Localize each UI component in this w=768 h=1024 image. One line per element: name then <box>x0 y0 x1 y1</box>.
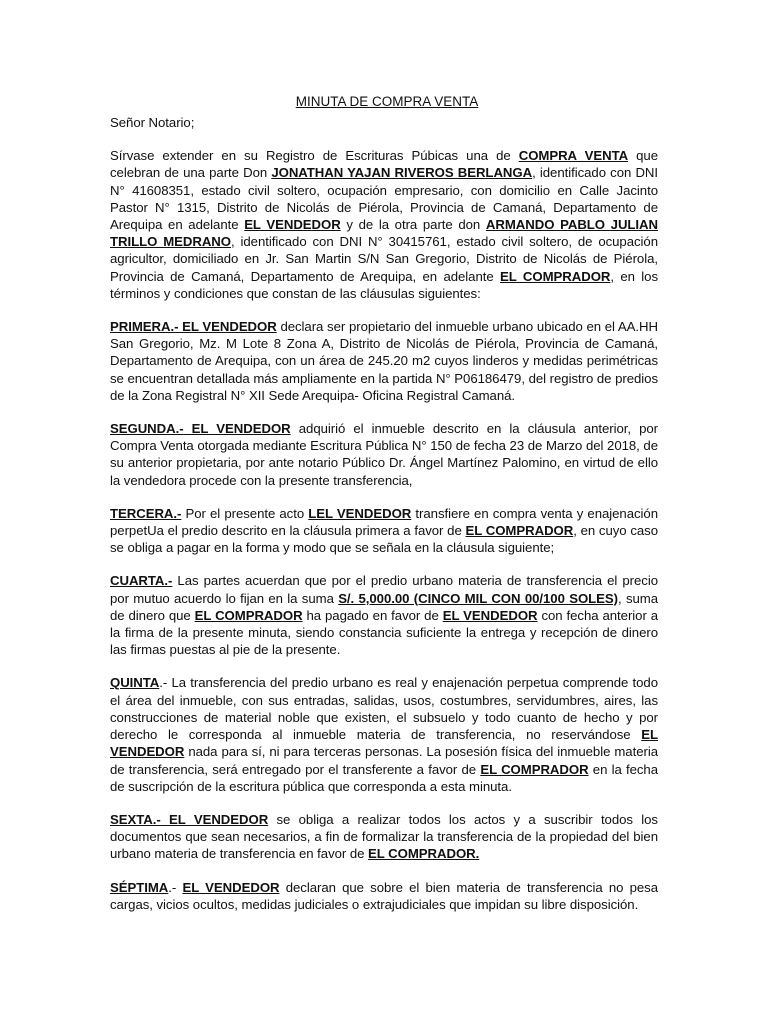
clause-quinta <box>110 674 658 794</box>
clause-sexta-seller: EL VENDEDOR <box>160 811 269 827</box>
clause-tercera-label: TERCERA.- <box>110 505 182 521</box>
intro-paragraph <box>110 147 658 302</box>
clause-cuarta-text-2: , suma de dinero que <box>110 590 658 623</box>
clause-primera-label: PRIMERA.- <box>110 319 179 335</box>
clause-septima-seller: EL VENDEDOR <box>182 879 280 895</box>
clause-sexta-text: se obliga a realizar todos los actos y a suscribir todos los documentos que sean necesarios, a fin de formalizar la transferencia de la propiedad del bien urbano materia de transferencia en favor de <box>110 811 658 862</box>
clause-quinta-buyer: EL COMPRADOR <box>480 761 589 777</box>
clause-septima-label: SÉPTIMA <box>110 879 169 895</box>
clause-segunda <box>110 420 658 489</box>
clause-septima-text-2: declaran que sobre el bien materia de transferencia no pesa cargas, vicios ocultos, medidas judiciales o extrajudiciales que impidan su libre disposición. <box>110 879 658 912</box>
clause-primera <box>110 318 658 404</box>
seller-name: JONATHAN YAJAN RIVEROS BERLANGA <box>271 165 533 181</box>
clause-segunda-text: adquirió el inmueble descrito en la cláusula anterior, por Compra Venta otorgada mediante Escritura Pública N° 150 de fecha 23 de Marzo del 2018, de su anterior propietaria, por ante notario Público Dr. Ángel Martínez Palomino, en virtud de ello la vendedora procede con la presente transferencia, <box>110 421 658 488</box>
clause-tercera-buyer: EL COMPRADOR <box>465 523 574 539</box>
seller-label: EL VENDEDOR <box>244 217 341 233</box>
clause-cuarta-text-1: Las partes acuerdan que por el predio urbano materia de transferencia el precio por mutuo acuerdo lo fijan en la suma <box>110 573 658 606</box>
clause-sexta-label: SEXTA.- <box>110 811 161 827</box>
clause-cuarta <box>110 572 658 658</box>
salutation: Señor Notario; <box>110 115 195 130</box>
clause-segunda-seller: EL VENDEDOR <box>183 421 291 437</box>
clause-septima <box>110 879 658 913</box>
clause-tercera <box>110 505 658 557</box>
clause-tercera-text-2: transfiere en compra venta y enajenación perpetUa el predio descrito en la cláusula primera a favor de <box>110 505 658 539</box>
clause-cuarta-price: S/. 5,000.00 (CINCO MIL CON 00/100 SOLES) <box>338 590 618 606</box>
clause-quinta-text-3: en la fecha de suscripción de la escritura pública que corresponda a esta minuta. <box>110 761 659 794</box>
clause-primera-text: declara ser propietario del inmueble urbano ubicado en el AA.HH San Gregorio, Mz. M Lote 8 Zona A, Distrito de Nicolás de Piérola, Provincia de Camaná, Departamento de Arequipa, con un área de 245.20 m2 cuyos linderos y medidas perimétricas se encuentran detallada más ampliamente en la partida N° P06186479, del registro de predios de la Zona Registral N° XII Sede Arequipa- Oficina Registral Camaná. <box>110 319 658 403</box>
clause-cuarta-buyer: EL COMPRADOR <box>194 607 303 623</box>
clause-primera-seller: EL VENDEDOR <box>178 319 277 335</box>
intro-text-6: , en los términos y condiciones que constan de las cláusulas siguientes: <box>110 268 658 301</box>
clause-tercera-seller: LEL VENDEDOR <box>308 505 412 521</box>
buyer-name: ARMANDO PABLO JULIAN TRILLO MEDRANO <box>110 217 658 250</box>
intro-text-2: que celebran de una parte Don <box>110 148 658 181</box>
clause-cuarta-label: CUARTA.- <box>110 573 173 589</box>
clause-quinta-text-1: .- La transferencia del predio urbano es real y enajenación perpetua comprende todo el área del inmueble, con sus entradas, salidas, usos, costumbres, servidumbres, aires, las construcciones de material noble que existen, el subsuelo y todo cuanto de hecho y por derecho le corresponda al inmueble materia de transferencia, no reservándose <box>110 675 658 743</box>
clause-tercera-text-3: , en cuyo caso se obliga a pagar en la forma y modo que se señala en la cláusula siguiente; <box>110 523 659 556</box>
intro-text-4: y de la otra parte don <box>340 217 486 233</box>
clause-quinta-seller: EL VENDEDOR <box>110 727 658 760</box>
clause-sexta <box>110 811 658 863</box>
buyer-label: EL COMPRADOR <box>500 268 611 284</box>
clause-cuarta-text-4: con fecha anterior a la firma de la presente minuta, siendo constancia suficiente la entrega y recepción de dinero las firmas puestas al pie de la presente. <box>110 607 659 658</box>
intro-text-3: , identificado con DNI N° 41608351, estado civil soltero, ocupación empresario, con domicilio en Calle Jacinto Pastor N° 1315, Distrito de Nicolás de Piérola, Provincia de Camaná, Departamento de Arequipa en adelante <box>110 165 659 233</box>
clause-sexta-buyer: EL COMPRADOR. <box>368 846 480 862</box>
contract-type: COMPRA VENTA <box>518 148 629 164</box>
document-title: MINUTA DE COMPRA VENTA <box>295 94 479 109</box>
clause-tercera-text-1: Por el presente acto <box>181 505 309 521</box>
clause-cuarta-text-3: ha pagado en favor de <box>302 607 443 623</box>
clause-segunda-label: SEGUNDA.- <box>110 421 184 437</box>
clause-quinta-text-2: nada para sí, ni para terceras personas. La posesión física del inmueble materia de transferencia, será entregado por el transferente a favor de <box>110 744 658 777</box>
clause-cuarta-seller: EL VENDEDOR <box>442 607 538 623</box>
intro-text-5: , identificado con DNI N° 30415761, estado civil soltero, de ocupación agricultor, domiciliado en Jr. San Martin S/N San Gregorio, Distrito de Nicolás de Piérola, Provincia de Camaná, Departamento de Arequipa, en adelante <box>110 234 658 284</box>
clause-quinta-label: QUINTA <box>110 675 160 691</box>
intro-text-1: Sírvase extender en su Registro de Escrituras Púbicas una de <box>110 148 519 164</box>
clause-septima-text-1: .- <box>168 879 183 895</box>
